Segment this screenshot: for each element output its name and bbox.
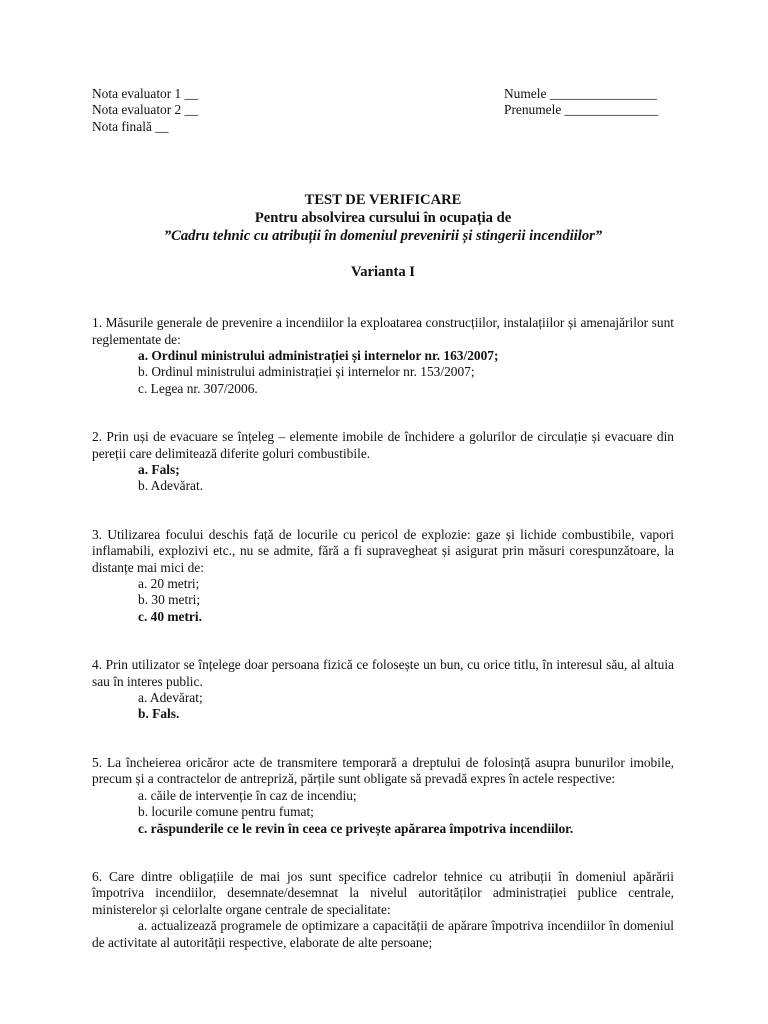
question-list xyxy=(92,315,674,951)
question-text: 5. La încheierea oricăror acte de transmitere temporară a dreptului de folosință asupra bunurilor imobile, precum și a contractelor de antrepriză, părțile sunt obligate să prevadă expres în actele respective: xyxy=(92,754,674,787)
question-text: 3. Utilizarea focului deschis față de locurile cu pericol de explozie: gaze și lichide combustibile, vapori inflamabili, explozivi etc., nu se admite, fără a fi supravegheat și asigurat prin măsuri corespunzătoare, la distanțe mai mici de: xyxy=(92,526,674,575)
question-block xyxy=(92,315,674,397)
question-block xyxy=(92,755,674,837)
answer-option-correct: a. Fals; xyxy=(138,462,180,478)
occupation-title: ”Cadru tehnic cu atribuții în domeniul prevenirii și stingerii incendiilor” xyxy=(163,228,603,245)
document-page xyxy=(92,86,674,951)
question-block xyxy=(92,527,674,625)
answer-option-correct: c. 40 metri. xyxy=(138,608,202,624)
answer-option: a. actualizează programele de optimizare a capacității de apărare împotriva incendiilor în domeniul de activitate al autorității respective, elaborate de alte persoane; xyxy=(92,918,674,950)
variant-label: Varianta I xyxy=(351,264,415,281)
answer-option-correct: c. răspunderile ce le revin în ceea ce privește apărarea împotriva incendiilor. xyxy=(138,820,574,836)
course-subtitle: Pentru absolvirea cursului în ocupația de xyxy=(254,210,512,227)
question-block xyxy=(92,429,674,495)
question-block xyxy=(92,657,674,723)
answer-option: b. 30 metri; xyxy=(138,592,201,608)
evaluator-1-grade: Nota evaluator 1 __ xyxy=(92,86,198,101)
title-block xyxy=(92,191,674,281)
header-row xyxy=(92,86,674,102)
question-text: 1. Măsurile generale de prevenire a incendiilor la exploatarea construcțiilor, instalațiilor și amenajărilor sunt reglementate de: xyxy=(92,315,674,347)
evaluator-2-grade: Nota evaluator 2 __ xyxy=(92,102,198,118)
answer-option: b. locurile comune pentru fumat; xyxy=(138,804,314,820)
first-name-field: Prenumele ______________ xyxy=(504,102,659,118)
question-text: 4. Prin utilizator se înțelege doar persoana fizică ce folosește un bun, cu orice titlu, în interesul său, al altuia sau în interes public. xyxy=(92,657,674,689)
answer-option: b. Ordinul ministrului administrației și internelor nr. 153/2007; xyxy=(138,364,475,380)
header-row xyxy=(92,119,674,135)
evaluation-header xyxy=(92,86,674,135)
final-grade: Nota finală __ xyxy=(92,118,169,134)
question-text: 6. Care dintre obligațiile de mai jos sunt specifice cadrelor tehnice cu atribuții în domeniul apărării împotriva incendiilor, desemnate/desemnat la nivelul autorităților administrației publice centrale, ministerelor și celorlalte organe centrale de specialitate: xyxy=(92,868,674,917)
answer-option-correct: b. Fals. xyxy=(138,706,180,722)
answer-option: a. Adevărat; xyxy=(138,690,203,706)
answer-option: c. Legea nr. 307/2006. xyxy=(138,380,258,396)
question-block xyxy=(92,869,674,951)
answer-option: a. căile de intervenție în caz de incendiu; xyxy=(138,787,357,803)
answer-option: a. 20 metri; xyxy=(138,576,200,592)
answer-option-correct: a. Ordinul ministrului administrației și internelor nr. 163/2007; xyxy=(138,347,499,363)
page-title: TEST DE VERIFICARE xyxy=(304,192,462,209)
header-row xyxy=(92,102,674,118)
last-name-field: Numele ________________ xyxy=(504,86,657,101)
answer-option: b. Adevărat. xyxy=(138,478,204,494)
question-text: 2. Prin uși de evacuare se înțeleg – elemente imobile de închidere a golurilor de circulație și evacuare din pereții care delimitează diferite goluri combustibile. xyxy=(92,429,674,461)
